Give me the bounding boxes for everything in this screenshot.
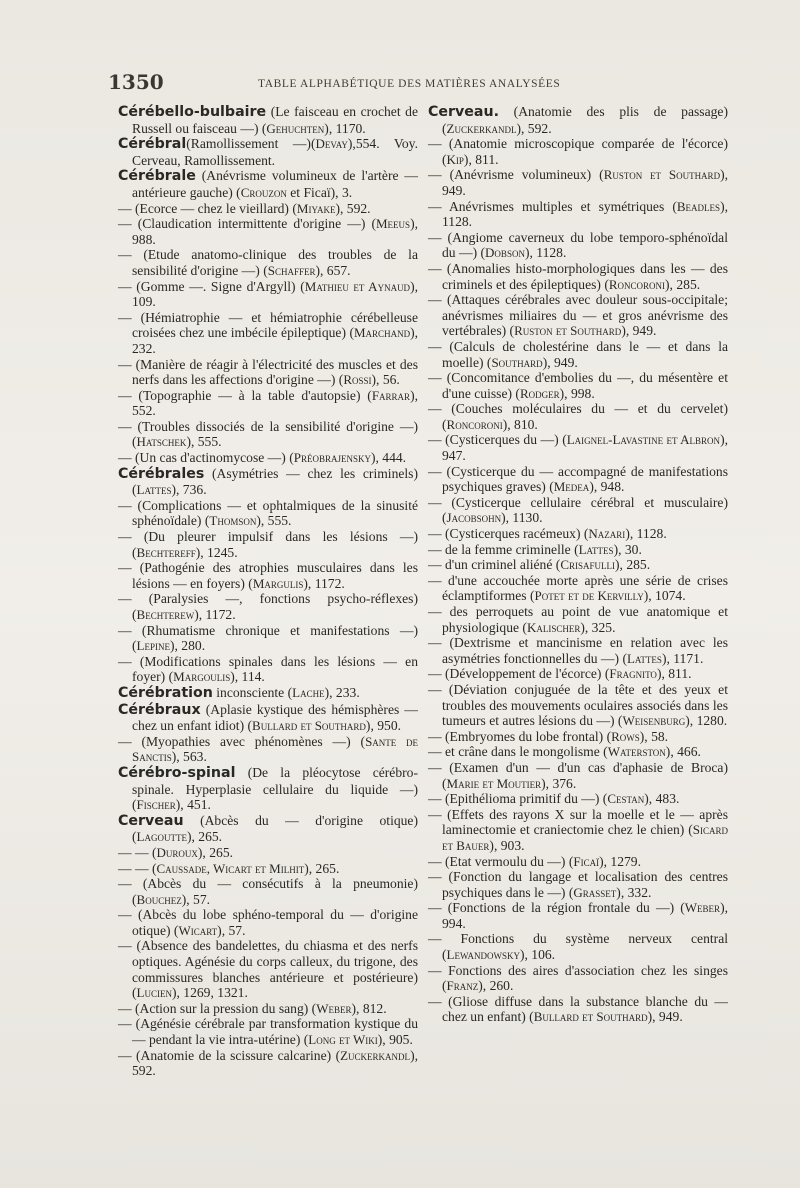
index-entry <box>428 464 728 495</box>
index-entry <box>428 292 728 339</box>
index-entry <box>428 526 728 542</box>
entry-text: — (Déviation conjuguée de la tête et des yeux et troubles des mouvements oculaires associés dans les tumeurs et autres lésions du —) ( <box>428 681 728 729</box>
entry-text: — (Anévrisme volumineux) ( <box>428 167 604 183</box>
index-entry <box>118 388 418 419</box>
entry-reference: ), 265. <box>197 844 234 860</box>
entry-text: — (Agénésie cérébrale par transformation kystique du — pendant la vie intra-utérine) ( <box>118 1016 418 1048</box>
index-entry <box>428 370 728 401</box>
entry-author: Long et Wiki <box>308 1032 378 1048</box>
index-entry <box>428 167 728 198</box>
entry-author: Lattes <box>626 650 662 666</box>
entry-reference: ), 563. <box>171 749 207 765</box>
right-column <box>428 104 728 1025</box>
entry-text: — (Abcès du lobe sphéno-temporal du — d'origine otique) ( <box>118 907 418 938</box>
index-entry <box>118 450 418 466</box>
entry-author: Fragnito <box>609 666 657 682</box>
index-entry <box>118 876 418 907</box>
entry-author: Rossi <box>343 372 372 388</box>
entry-reference: ), 285. <box>665 276 701 292</box>
index-entry <box>118 529 418 560</box>
entry-reference: ), 905. <box>377 1032 413 1048</box>
entry-reference: ), 1128. <box>442 198 728 230</box>
entry-reference: ), 30. <box>613 541 642 557</box>
index-entry <box>428 963 728 994</box>
entry-text: — (Gomme —. Signe d'Argyll) ( <box>118 278 305 294</box>
index-entry <box>118 1048 418 1079</box>
entry-reference: ), 444. <box>370 450 407 466</box>
index-entry <box>428 682 728 729</box>
entry-reference: ), 1171. <box>661 650 704 666</box>
entry-author: Lattes <box>578 541 614 557</box>
entry-author: Thomson <box>209 513 257 529</box>
entry-text: (Le faisceau en crochet de Russell ou faisceau —) ( <box>132 104 418 136</box>
index-entry <box>118 861 418 877</box>
entry-author: Farrar <box>371 387 411 403</box>
entry-author: Marchand <box>354 325 411 341</box>
entry-headword: Cérébello-bulbaire <box>118 104 267 120</box>
entry-reference: ), 1170. <box>324 120 366 136</box>
entry-author: Caussade, Wicart et Milhit <box>156 860 305 876</box>
entry-text: — de la femme criminelle ( <box>428 541 579 557</box>
entry-author: Jacobsohn <box>446 510 502 526</box>
index-entry <box>118 310 418 357</box>
entry-text: — (Troubles dissociés de la sensibilité d'origine —) ( <box>118 418 418 450</box>
entry-reference: ), 657. <box>315 262 351 278</box>
index-entry <box>118 279 418 310</box>
entry-reference: ), 114. <box>230 669 265 685</box>
entry-author: Potet et de Kervilly <box>534 588 644 604</box>
index-entry <box>118 419 418 450</box>
index-entry <box>118 938 418 1000</box>
index-entry <box>428 931 728 962</box>
entry-author: Sante de Sanctis <box>132 733 418 765</box>
entry-author: Sicard et Bauer <box>442 822 728 853</box>
entry-author: Devay <box>315 136 348 152</box>
entry-author: Ruston et Southard <box>514 323 622 339</box>
entry-text: — (Rhumatisme chronique et manifestations —) ( <box>118 622 418 654</box>
entry-reference: ), 265. <box>304 860 340 876</box>
index-entry <box>118 560 418 591</box>
index-entry <box>118 498 418 529</box>
index-entry <box>118 845 418 861</box>
index-entry <box>428 136 728 167</box>
entry-reference: ), 280. <box>169 638 206 654</box>
entry-text: (Aplasie kystique des hémisphères — chez un enfant idiot) ( <box>132 701 418 734</box>
index-entry <box>428 760 728 791</box>
entry-author: Margulis <box>252 575 304 591</box>
entry-reference: ), 1074. <box>643 588 686 604</box>
entry-text: — (Cysticerque du — accompagné de manifestations psychiques graves) ( <box>428 463 728 495</box>
entry-text: — (Ecorce — chez le vieillard) ( <box>118 200 297 216</box>
entry-reference: ), 1245. <box>195 544 238 560</box>
entry-author: Kalischer <box>526 619 581 635</box>
entry-text: — (Attaques cérébrales avec douleur sous-occipitale; anévrismes miliaires du — et gros anévrisme des vertébrales) ( <box>428 292 728 339</box>
entry-headword: Cérébro-spinal <box>118 764 236 781</box>
entry-author: Bechtereff <box>136 544 196 560</box>
entry-reference: ), 260. <box>478 978 514 994</box>
entry-reference: ), 812. <box>351 1000 387 1016</box>
entry-reference: ), 285. <box>615 557 651 573</box>
entry-text: — (Concomitance d'embolies du —, du mésentère et d'une cuisse) ( <box>428 370 728 401</box>
entry-text: — (Complications — et ophtalmiques de la sinusité sphénoïdale) ( <box>118 497 418 529</box>
entry-author: Bouchez <box>136 891 182 907</box>
entry-author: Margoulis <box>173 669 231 685</box>
entry-author: Waterston <box>607 744 666 760</box>
entry-text: — (Anomalies histo-morphologiques dans les — des criminels et des épileptiques) ( <box>428 260 728 292</box>
entry-reference: ), 1128. <box>625 526 667 542</box>
entry-author: Lattes <box>136 482 172 498</box>
index-entry <box>118 813 418 845</box>
entry-reference: ), 903. <box>489 837 525 853</box>
entry-reference: ), 109. <box>132 278 418 310</box>
entry-text: — (Dextrisme et mancinisme en relation avec les asymétries fonctionnelles du —) ( <box>428 635 728 666</box>
entry-reference: ), 376. <box>541 775 577 791</box>
index-entry <box>428 604 728 635</box>
entry-text: — (Manière de réagir à l'électricité des muscles et des nerfs dans les affections d'origine —) ( <box>118 356 418 388</box>
entry-text: — (Embryomes du lobe frontal) ( <box>428 728 612 744</box>
entry-text: — d'une accouchée morte après une série de crises éclamptiformes ( <box>428 572 728 604</box>
entry-reference: ), 1269, 1321. <box>171 985 248 1001</box>
entry-text: — (Cysticerques racémeux) ( <box>428 526 589 542</box>
entry-headword: Cérébration <box>118 684 213 701</box>
entry-reference: ), 57. <box>217 922 246 938</box>
index-entry <box>428 791 728 807</box>
entry-reference: ), 592. <box>335 200 371 216</box>
entry-text: — (Calculs de cholestérine dans le — et dans la moelle) ( <box>428 338 728 370</box>
entry-reference: ), 106. <box>519 947 556 963</box>
entry-author: Zuckerkandl <box>340 1047 411 1063</box>
entry-author: Weber <box>684 900 721 916</box>
entry-text: — (Hémiatrophie — et hémiatrophie cérébelleuse croisées chez une imbécile épileptique) ( <box>118 309 418 341</box>
entry-reference: ), 592. <box>132 1047 418 1079</box>
index-entry <box>428 854 728 870</box>
entry-text: — Fonctions du système nerveux central ( <box>428 931 728 963</box>
entry-author: Gehuchten <box>266 120 325 136</box>
entry-text: (Ramollissement —)( <box>186 136 316 152</box>
index-entry <box>118 654 418 685</box>
entry-text: — (Epithélioma primitif du —) ( <box>428 791 608 807</box>
entry-author: Mathieu et Aynaud <box>304 278 411 294</box>
index-entry <box>428 199 728 230</box>
entry-headword: Cérébrale <box>118 168 196 185</box>
entry-author: Marie et Moutier <box>446 775 542 791</box>
entry-author: Roncoroni <box>608 276 666 292</box>
index-entry <box>428 573 728 604</box>
index-entry <box>118 104 418 136</box>
entry-author: Schaffer <box>267 262 316 278</box>
index-entry <box>118 466 418 498</box>
index-entry <box>428 869 728 900</box>
entry-author: Wicart <box>178 922 218 938</box>
entry-author: Crisafulli <box>560 557 615 573</box>
entry-author: Ficaï <box>573 853 600 869</box>
entry-text: — (Pathogénie des atrophies musculaires dans les lésions — en foyers) ( <box>118 560 418 591</box>
entry-reference: ), 451. <box>175 797 211 813</box>
entry-text: (Anévrisme volumineux de l'artère — antérieure gauche) ( <box>132 168 418 200</box>
entry-text: — (Un cas d'actinomycose —) ( <box>118 450 294 466</box>
index-entry <box>428 557 728 573</box>
entry-author: Bechterew <box>136 607 195 622</box>
entry-reference: ), 1172. <box>194 607 236 622</box>
entry-author: Laignel-Lavastine et Albron <box>566 432 721 448</box>
entry-author: Meeus <box>376 216 411 232</box>
entry-author: Medea <box>553 479 590 495</box>
entry-text: — (Angiome caverneux du lobe temporo-sphénoïdal du —) ( <box>428 229 728 261</box>
entry-text: (De la pléocytose cérébro-spinale. Hyperplasie cellulaire du liquide —) ( <box>132 764 418 813</box>
entry-text: (Asymétries — chez les criminels) ( <box>132 465 418 498</box>
entry-author: Franz <box>446 978 479 994</box>
entry-text: — (Etude anatomo-clinique des troubles de la sensibilité d'origine —) ( <box>118 247 418 278</box>
entry-reference: ), 325. <box>580 619 616 635</box>
entry-text: — (Gliose diffuse dans la substance blanche du — chez un enfant) ( <box>428 993 728 1025</box>
index-entry <box>428 401 728 432</box>
entry-author: Rodger <box>519 385 560 401</box>
entry-author: Lagoutte <box>136 829 187 845</box>
entry-reference: ), 950. <box>365 718 402 734</box>
entry-text: — (Paralysies —, fonctions psycho-réflexes) ( <box>118 591 418 622</box>
entry-reference: ),554. Voy. Cerveau, Ramollissement. <box>132 136 418 168</box>
page-header <box>108 68 728 96</box>
index-entry <box>428 666 728 682</box>
entry-author: Weisenburg <box>622 713 686 729</box>
entry-text: — des perroquets au point de vue anatomique et physiologique ( <box>428 604 728 635</box>
entry-reference: ), 552. <box>132 387 418 419</box>
entry-author: Lewandowsky <box>446 947 520 963</box>
index-entry <box>118 702 418 734</box>
entry-reference: ), 811. <box>656 666 692 682</box>
entry-reference: ), 998. <box>559 385 595 401</box>
index-entry <box>428 900 728 931</box>
entry-text: — et crâne dans le mongolisme ( <box>428 744 608 760</box>
entry-text: — Anévrismes multiples et symétriques ( <box>428 198 677 214</box>
entry-text: (Anatomie des plis de passage) ( <box>442 104 728 136</box>
entry-headword: Cerveau <box>118 812 184 829</box>
entry-author: Fischer <box>136 797 176 813</box>
entry-text: — (Myopathies avec phénomènes —) ( <box>118 733 366 749</box>
entry-author: Dobson <box>485 245 525 261</box>
entry-author: Kip <box>446 151 464 167</box>
entry-reference: ), 949. <box>647 1009 683 1025</box>
entry-reference: ), 948. <box>589 479 625 495</box>
running-title: TABLE ALPHABÉTIQUE DES MATIÈRES ANALYSÉES <box>258 78 561 90</box>
entry-author: Duroux <box>156 844 198 860</box>
index-entry <box>118 685 418 702</box>
entry-reference: ), 58. <box>639 728 669 744</box>
entry-text: — — ( <box>118 860 157 876</box>
entry-author: Nazari <box>588 526 626 542</box>
entry-reference: ), 736. <box>171 482 207 498</box>
entry-reference: ), 56. <box>371 372 400 388</box>
entry-reference: ), 988. <box>132 216 418 247</box>
index-entry <box>428 495 728 526</box>
entry-text: — (Anatomie de la scissure calcarine) ( <box>118 1047 341 1063</box>
entry-author: Ruston et Southard <box>603 167 721 183</box>
entry-text: — Fonctions des aires d'association chez les singes ( <box>428 962 728 994</box>
entry-text: — (Abcès du — consécutifs à la pneumonie) ( <box>118 876 418 907</box>
index-entry <box>118 1001 418 1017</box>
entry-text: — (Cysticerques du —) ( <box>428 432 567 448</box>
entry-text: — d'un criminel aliéné ( <box>428 557 561 573</box>
index-entry <box>118 357 418 388</box>
entry-text: — (Action sur la pression du sang) ( <box>118 1000 317 1016</box>
entry-text: — (Développement de l'écorce) ( <box>428 666 610 682</box>
entry-reference: ), 233. <box>324 684 360 700</box>
entry-text: — (Couches moléculaires du — et du cervelet) ( <box>428 401 728 432</box>
entry-reference: ), 949. <box>442 167 729 198</box>
entry-reference: ), 994. <box>442 900 728 931</box>
entry-reference: ), 232. <box>132 325 418 356</box>
entry-text: (Abcès du — d'origine otique) ( <box>132 812 418 845</box>
entry-reference: ), 1279. <box>599 853 641 869</box>
entry-author: Beadles <box>676 198 721 214</box>
entry-text: — (Modifications spinales dans les lésions — en foyer) ( <box>118 653 418 685</box>
entry-author: Hatschek <box>136 434 187 450</box>
index-entry <box>428 104 728 136</box>
entry-text: — (Absence des bandelettes, du chiasma et des nerfs optiques. Agénésie du corps calleux, du trigone, des commissures blanches antérieure et postérieure) ( <box>118 938 418 1001</box>
entry-headword: Cérébral <box>118 136 187 153</box>
entry-reference: ), 466. <box>665 744 701 760</box>
entry-reference: ), 949. <box>621 323 657 339</box>
entry-reference: ), 592. <box>516 120 552 136</box>
entry-reference: ), 57. <box>181 891 211 907</box>
entry-reference: et Ficaï), 3. <box>286 184 353 200</box>
entry-author: Préobrajensky <box>293 450 371 466</box>
entry-reference: ), 949. <box>542 354 578 370</box>
index-entry <box>428 261 728 292</box>
entry-author: Crouzon <box>240 184 287 200</box>
entry-reference: ), 555. <box>186 434 222 450</box>
entry-text: — (Fonction du langage et localisation des centres psychiques dans le —) ( <box>428 869 728 900</box>
entry-text: — (Cysticerque cellulaire cérébral et musculaire) ( <box>428 494 728 526</box>
index-entry <box>428 230 728 261</box>
entry-author: Miyake <box>296 200 336 216</box>
index-entry <box>428 339 728 370</box>
index-entry <box>428 729 728 745</box>
entry-text: — (Du pleurer impulsif dans les lésions —) ( <box>118 529 418 560</box>
entry-author: Roncoroni <box>446 416 503 432</box>
entry-text: — (Etat vermoulu du —) ( <box>428 853 574 869</box>
entry-text: — (Anatomie microscopique comparée de l'écorce) ( <box>428 136 728 167</box>
entry-reference: ), 810. <box>502 416 538 432</box>
index-entry <box>118 168 418 200</box>
entry-headword: Cerveau. <box>428 104 499 120</box>
entry-reference: ), 1130. <box>501 510 543 526</box>
entry-reference: ), 947. <box>442 432 728 464</box>
entry-text: — (Claudication intermittente d'origine —) ( <box>118 216 376 232</box>
index-entry <box>428 807 728 854</box>
entry-reference: ), 483. <box>644 791 680 807</box>
entry-text: — (Examen d'un — d'un cas d'aphasie de Broca) ( <box>428 759 728 791</box>
index-entry <box>428 635 728 666</box>
entry-headword: Cérébraux <box>118 701 201 718</box>
entry-author: Bullard et Southard <box>533 1009 648 1025</box>
index-entry <box>118 907 418 938</box>
index-entry <box>118 591 418 622</box>
entry-reference: ), 555. <box>256 513 292 529</box>
entry-author: Lache <box>292 684 325 700</box>
entry-reference: ), 265. <box>186 829 223 845</box>
entry-author: Grasset <box>573 884 617 900</box>
entry-text: — — ( <box>118 844 157 860</box>
entry-author: Bullard et Southard <box>252 718 366 734</box>
index-entry <box>118 201 418 217</box>
entry-reference: ), 1280. <box>685 713 728 729</box>
entry-reference: ), 332. <box>616 884 652 900</box>
entry-text: inconsciente ( <box>212 684 293 700</box>
entry-headword: Cérébrales <box>118 465 205 482</box>
entry-author: Weber <box>316 1000 352 1016</box>
entry-author: Southard <box>491 354 543 370</box>
index-entry <box>118 623 418 654</box>
page-number: 1350 <box>108 70 164 94</box>
entry-author: Zuckerkandl <box>446 120 517 136</box>
entry-author: Lucien <box>136 985 172 1001</box>
index-entry <box>118 216 418 247</box>
entry-author: Lepine <box>136 638 170 654</box>
entry-reference: ), 811. <box>463 151 499 167</box>
index-entry <box>118 247 418 278</box>
left-column <box>118 104 418 1079</box>
index-entry <box>428 994 728 1025</box>
index-entry <box>118 734 418 765</box>
entry-reference: ), 1172. <box>303 575 345 591</box>
index-entry <box>118 136 418 168</box>
index-entry <box>428 542 728 558</box>
index-entry <box>428 432 728 463</box>
entry-author: Rows <box>611 728 640 744</box>
index-entry <box>118 765 418 813</box>
index-entry <box>428 744 728 760</box>
entry-text: — (Effets des rayons X sur la moelle et le — après laminectomie et craniectomie chez le chien) ( <box>428 806 728 838</box>
entry-author: Cestan <box>607 791 645 807</box>
entry-text: — (Fonctions de la région frontale du —) ( <box>428 900 685 916</box>
index-entry <box>118 1016 418 1047</box>
entry-text: — (Topographie — à la table d'autopsie) ( <box>118 387 372 403</box>
entry-reference: ), 1128. <box>524 245 567 261</box>
